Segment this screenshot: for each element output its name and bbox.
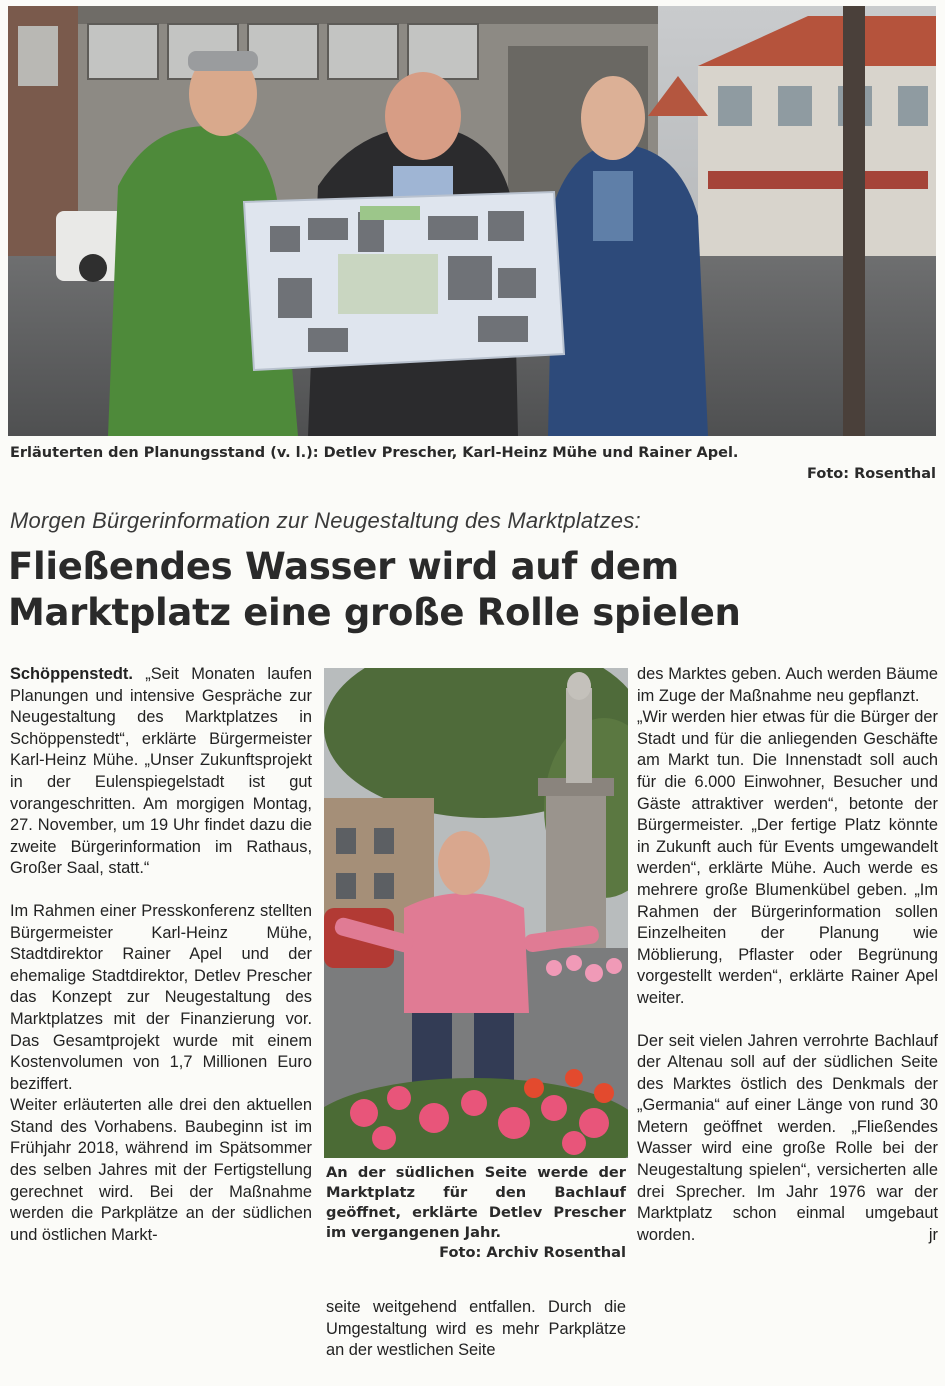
paragraph-2: Im Rahmen einer Presskonferenz stellten Bürgermeister Karl-Heinz Mühe, Stadtdirektor Rainer Apel und der ehemalige Stadtdirektor, Detlev Prescher das Konzept zur Neugestaltung des Marktplatzes mit der Finanzierung vor. Das Gesamtprojekt wurde mit einem Kostenvolumen von 1,7 Millionen Euro beziffert. xyxy=(10,901,312,1093)
top-photo-illustration xyxy=(8,6,936,436)
headline-line-1: Fließendes Wasser wird auf dem xyxy=(8,545,679,588)
article-column-1 xyxy=(10,664,312,1246)
top-photo xyxy=(8,6,936,436)
paragraph-1 xyxy=(10,664,312,880)
paragraph-5: des Marktes geben. Auch werden Bäume im Zuge der Maßnahme neu gepflanzt. xyxy=(637,665,938,705)
article-column-3 xyxy=(637,664,938,1246)
dateline: Schöppenstedt. xyxy=(10,665,133,683)
paragraph-7-text: Der seit vielen Jahren verrohrte Bachlauf der Altenau soll auf der südlichen Seite des Marktes östlich des Denkmals der „Germania“ auf einer Länge von rund 30 Metern geöffnet werden. „Fließendes Wasser wird eine große Rolle bei der Neugestaltung spielen“, versicherten alle drei Sprecher. Im Jahr 1976 war der Marktplatz schon einmal umgebaut worden. xyxy=(637,1031,938,1244)
mid-photo-caption-text: An der südlichen Seite werde der Marktplatz für den Bachlauf geöffnet, erklärte Detlev Prescher im vergangenen Jahr. xyxy=(326,1164,626,1241)
author-signature: jr xyxy=(928,1225,938,1244)
mid-photo-caption xyxy=(326,1163,626,1263)
article-headline xyxy=(8,544,936,636)
mid-photo-credit: Foto: Archiv Rosenthal xyxy=(439,1244,626,1261)
headline-line-2: Marktplatz eine große Rolle spielen xyxy=(8,591,741,634)
article-column-2 xyxy=(326,1297,626,1362)
paragraph-7 xyxy=(637,1031,938,1247)
top-photo-credit: Foto: Rosenthal xyxy=(807,466,936,482)
top-photo-caption xyxy=(10,443,936,485)
article-kicker: Morgen Bürgerinformation zur Neugestaltung des Marktplatzes: xyxy=(10,508,641,533)
paragraph-3: Weiter erläuterten alle drei den aktuellen Stand des Vorhabens. Baubeginn ist im Frühjahr 2018, während im Spätsommer des selben Jahres mit der Fertigstellung gerechnet wird. Bei der Maßnahme werden die Parkplätze an der südlichen und östlichen Markt- xyxy=(10,1096,312,1244)
paragraph-6: „Wir werden hier etwas für die Bürger der Stadt und für die anliegenden Geschäfte am Markt tun. Die Innenstadt soll auch für die 6.000 Einwohner, Besucher und Gäste attraktiver werden“, betonte der Bürgermeister. „Der fertige Platz könnte in Zukunft auch für Events umgewandelt werden“, erklärte Mühe. Auch werde es mehrere große Blumenkübel geben. „Im Rahmen der Bürgerinformation sollen Einzelheiten der Planung wie Möblierung, Pflaster oder Begrünung vorgestellt werden“, erklärte Rainer Apel weiter. xyxy=(637,708,938,1007)
mid-photo-illustration xyxy=(324,668,628,1158)
paragraph-1-text: „Seit Monaten laufen Planungen und intensive Gespräche zur Neugestaltung des Marktplatzes in Schöppenstedt“, erklärte Bürgermeister Karl-Heinz Mühe. „Unser Zukunftsprojekt in der Eulenspiegelstadt ist gut vorangeschritten. Am morgigen Montag, 27. November, um 19 Uhr findet dazu die zweite Bürgerinformation im Rathaus, Großer Saal, statt.“ xyxy=(10,665,312,878)
paragraph-4: seite weitgehend entfallen. Durch die Umgestaltung wird es mehr Parkplätze an der westlichen Seite xyxy=(326,1298,626,1360)
top-photo-caption-text: Erläuterten den Planungsstand (v. l.): Detlev Prescher, Karl-Heinz Mühe und Rainer Apel. xyxy=(10,445,739,461)
mid-photo xyxy=(324,668,628,1158)
